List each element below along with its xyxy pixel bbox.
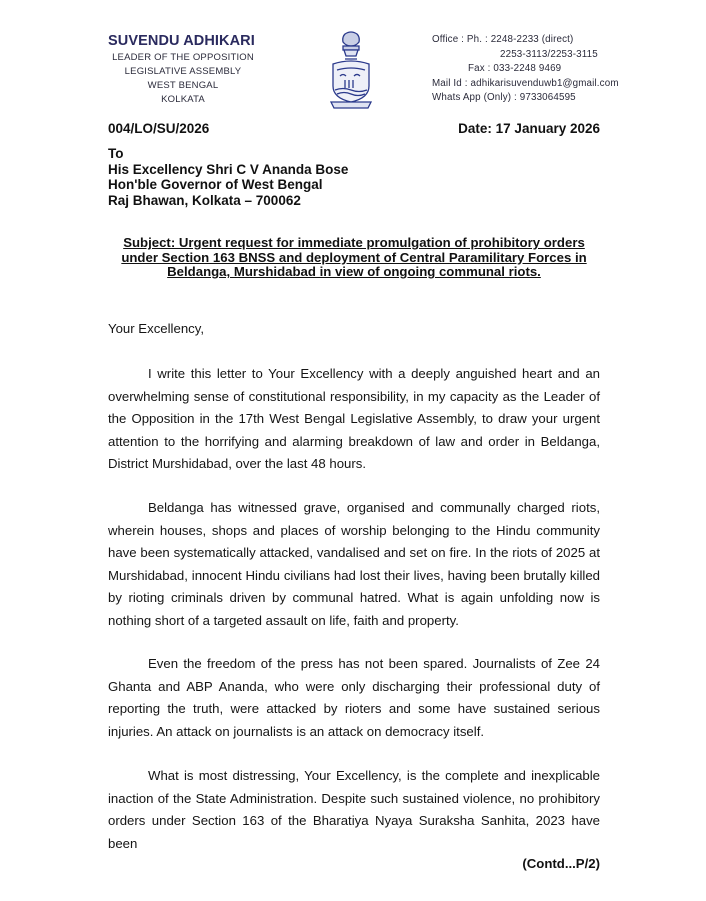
addressee-title: Hon'ble Governor of West Bengal: [108, 177, 323, 192]
continuation-marker: (Contd...P/2): [522, 856, 600, 871]
addressee-to: To: [108, 146, 124, 161]
salutation: Your Excellency,: [108, 321, 205, 336]
office-phone: Office : Ph. : 2248-2233 (direct): [432, 34, 574, 45]
letter-date: Date: 17 January 2026: [458, 121, 600, 136]
addressee-address: Raj Bhawan, Kolkata – 700062: [108, 192, 301, 208]
addressee-name: His Excellency Shri C V Ananda Bose: [108, 161, 349, 177]
addressee-block: [108, 146, 348, 208]
reference-number: 004/LO/SU/2026: [108, 121, 210, 136]
whatsapp-number: Whats App (Only) : 9733064595: [432, 92, 576, 103]
office-phone-alt: 2253-3113/2253-3115: [500, 48, 598, 60]
sender-state: WEST BENGAL: [147, 80, 219, 91]
sender-city: KOLKATA: [161, 94, 205, 105]
letterhead-sender-block: [108, 33, 258, 107]
sender-body: LEGISLATIVE ASSEMBLY: [124, 66, 242, 77]
subject-line: Subject: Urgent request for immediate promulgation of prohibitory orders under Section 163 BNSS and deployment of Central Paramilitary Forces in Beldanga, Murshidabad in view of ongoing communal riots.: [121, 235, 587, 280]
body-paragraph-4: What is most distressing, Your Excellency, is the complete and inexplicable inaction of the State Administration. Despite such sustained violence, no prohibitory orders under Section 163 of the Bharatiya Nyaya Suraksha Sanhita, 2023 have been: [108, 768, 600, 851]
fax-number: Fax : 033-2248 9469: [468, 63, 562, 74]
body-paragraph-1: I write this letter to Your Excellency with a deeply anguished heart and an overwhelming sense of constitutional responsibility, in my capacity as the Leader of the Opposition in the 17th West Bengal Legislative Assembly, to draw your urgent attention to the horrifying and alarming breakdown of law and order in Beldanga, District Murshidabad, over the last 48 hours.: [108, 366, 600, 471]
email-address: Mail Id : adhikarisuvenduwb1@gmail.com: [432, 77, 619, 89]
letterhead-contact-block: [432, 33, 619, 106]
sender-name: SUVENDU ADHIKARI: [108, 33, 255, 49]
sender-designation: LEADER OF THE OPPOSITION: [112, 52, 254, 63]
body-paragraph-2: Beldanga has witnessed grave, organised and communally charged riots, wherein houses, shops and places of worship belonging to the Hindu community have been systematically attacked, vandalised and set on fire. In the riots of 2025 at Murshidabad, innocent Hindu civilians had lost their lives, having been brutally killed by rioting criminals driven by communal hatred. What is again unfolding now is nothing short of a targeted assault on life, faith and property.: [108, 500, 600, 628]
body-paragraph-3: Even the freedom of the press has not been spared. Journalists of Zee 24 Ghanta and ABP Ananda, who were only discharging their professional duty of reporting the truth, were attacked by rioters and some have sustained serious injuries. An attack on journalists is an attack on democracy itself.: [108, 656, 600, 739]
state-emblem-icon: [325, 30, 377, 112]
